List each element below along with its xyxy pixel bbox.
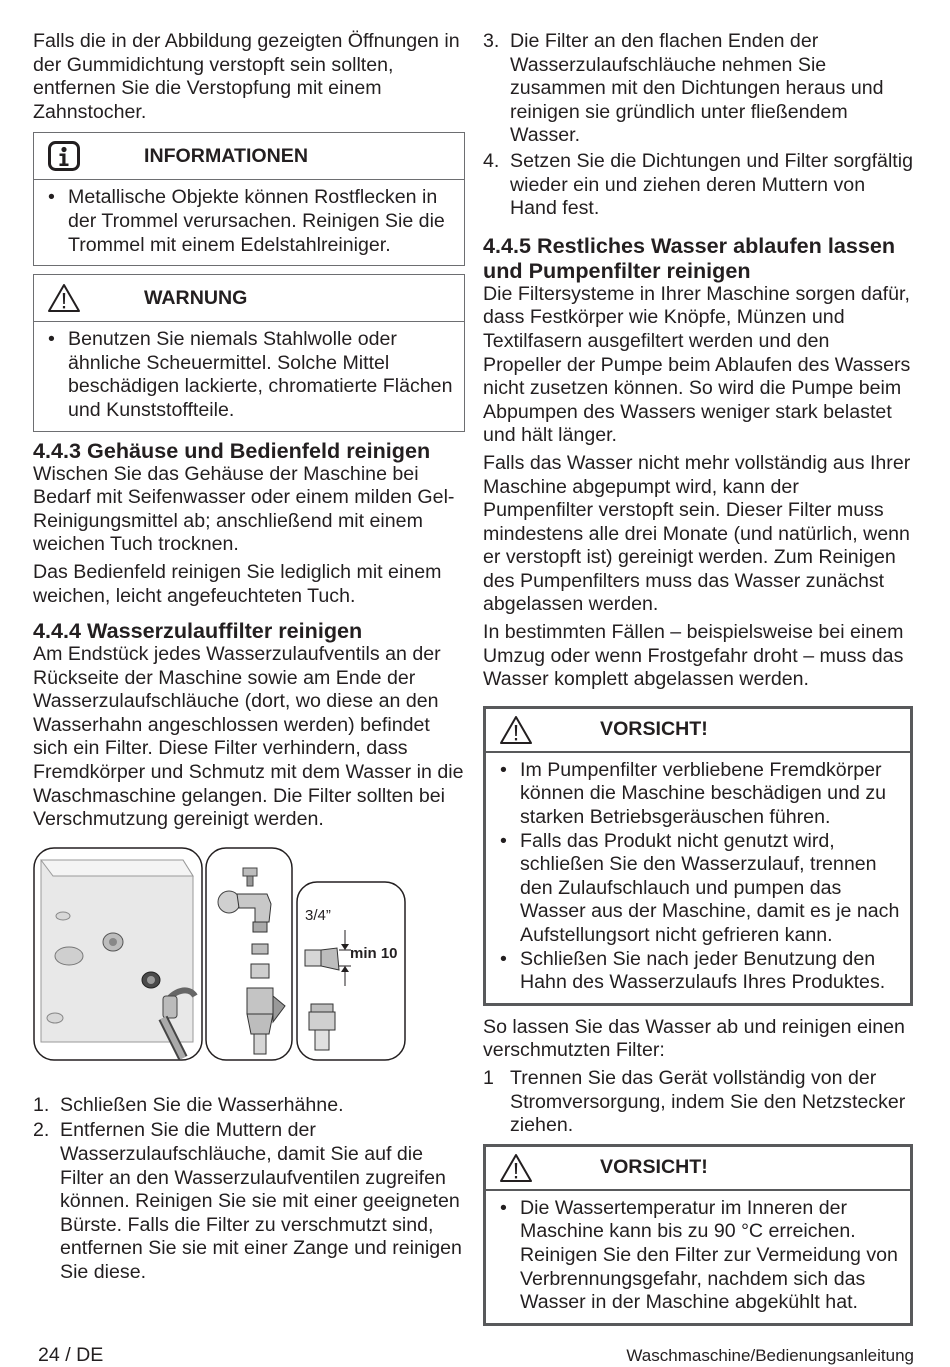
list-item: • Schließen Sie nach jeder Benutzung den Hahn des Wasserzulaufs Ihres Produktes.	[494, 948, 902, 995]
min-distance-label: min 10	[350, 944, 398, 962]
paragraph: Das Bedienfeld reinigen Sie lediglich mit einem weichen, leicht angefeuchteten Tuch.	[33, 560, 442, 607]
list-item: • Falls das Produkt nicht genutzt wird, schließen Sie den Wasserzulauf, trennen den Zulaufschlauch und pumpen das Wasser aus der Maschine, damit es je nach Aufstellungsort nicht gefrieren kann.	[494, 830, 902, 948]
intro-paragraph: Falls die in der Abbildung gezeigten Öffnungen in der Gummidichtung verstopft sein sollten, entfernen Sie die Verstopfung mit einem Zahnstocher.	[33, 30, 460, 123]
list-item: • Benutzen Sie niemals Stahlwolle oder ähnliche Scheuermittel. Solche Mittel beschädigen lackierte, chromatierte Flächen und Kunststoffteile.	[42, 328, 456, 422]
info-box-title: INFORMATIONEN	[144, 144, 308, 167]
list-item: 4. Setzen Sie die Dichtungen und Filter sorgfältig wieder ein und ziehen deren Muttern von Hand fest.	[483, 149, 913, 220]
warning-box-header	[34, 275, 464, 322]
warning-box-list	[34, 322, 464, 430]
list-item: • Die Wassertemperatur im Inneren der Maschine kann bis zu 90 °C erreichen. Reinigen Sie den Filter zur Vermeidung von Verbrennungsgefahr, nachdem sich das Wasser in der Maschine abgekühlt hat.	[494, 1197, 902, 1315]
info-box-header	[34, 133, 464, 180]
section-heading-443: 4.4.3 Gehäuse und Bedienfeld reinigen	[33, 437, 431, 463]
document-title: Waschmaschine/Bedienungsanleitung	[626, 1346, 914, 1365]
steps-list-right	[483, 30, 913, 221]
warning-icon	[486, 715, 546, 745]
paragraph: Die Filtersysteme in Ihrer Maschine sorgen dafür, dass Festkörper wie Knöpfe, Münzen und Textilfasern ausgefiltert werden und den Propeller der Pumpe beim Ablaufen des Wassers nicht zusetzen können. So wird die Pumpe beim Abpumpen des Wassers weniger stark belastet und hält länger.	[483, 282, 911, 447]
section-heading-444: 4.4.4 Wasserzulauffilter reinigen	[33, 618, 363, 644]
list-item: • Im Pumpenfilter verbliebene Fremdkörper können die Maschine beschädigen und zu starken Betriebsgeräuschen führen.	[494, 759, 902, 830]
caution-box-header	[486, 1147, 910, 1191]
info-box	[33, 132, 465, 266]
paragraph: Wischen Sie das Gehäuse der Maschine bei Bedarf mit Seifenwasser oder einem milden Gel-Reinigungsmittel ab; anschließend mit einem weichen Tuch trocknen.	[33, 462, 455, 556]
paragraph: In bestimmten Fällen – beispielsweise bei einem Umzug oder wenn Frostgefahr droht – muss das Wasser komplett abgelassen werden.	[483, 621, 904, 691]
caution-box-title: VORSICHT!	[600, 718, 708, 741]
drain-steps-list	[483, 1067, 913, 1138]
list-item: 1. Schließen Sie die Wasserhähne.	[33, 1093, 344, 1116]
warning-icon	[34, 283, 94, 313]
paragraph: So lassen Sie das Wasser ab und reinigen einen verschmutzten Filter:	[483, 1015, 905, 1062]
filter-illustration	[33, 846, 407, 1064]
list-item: 3. Die Filter an den flachen Enden der Wasserzulaufschläuche nehmen Sie zusammen mit den Dichtungen heraus und reinigen sie gründlich unter fließendem Wasser.	[483, 30, 884, 147]
caution-box-title: VORSICHT!	[600, 1156, 708, 1179]
machine-back-illustration	[34, 848, 202, 1060]
right-column	[483, 30, 913, 1332]
page-number: 24 / DE	[38, 1344, 104, 1366]
list-item: 1 Trennen Sie das Gerät vollständig von der Stromversorgung, indem Sie den Netzstecker ziehen.	[483, 1066, 906, 1137]
caution-box	[483, 1144, 913, 1326]
left-column	[33, 30, 465, 1289]
list-item: • Metallische Objekte können Rostflecken in der Trommel verursachen. Reinigen Sie die Trommel mit einem Edelstahlreiniger.	[42, 186, 456, 257]
caution-box-list	[486, 1191, 910, 1323]
warning-icon	[486, 1153, 546, 1183]
paragraph: Falls das Wasser nicht mehr vollständig aus Ihrer Maschine abgepumpt wird, kann der Pumpenfilter verstopft sein. Dieser Filter muss mindestens alle drei Monate (und natürlich, wenn er verstopft ist) gereinigt werden. Zum Reinigen des Pumpenfilters muss das Wasser zunächst abgelassen werden.	[483, 451, 911, 616]
list-item: 2. Entfernen Sie die Muttern der Wasserzulaufschläuche, damit Sie auf die Filter an den Wasserzulaufventilen zugreifen können. Reinigen Sie sie mit einer geeigneten Bürste. Falls die Filter zu verschmutzt sind, entfernen Sie sie mit einer Zange und reinigen Sie diese.	[33, 1119, 462, 1283]
steps-list-left	[33, 1094, 465, 1285]
caution-box-list	[486, 753, 910, 1003]
paragraph: Am Endstück jedes Wasserzulaufventils an der Rückseite der Maschine sowie am Ende der Wasserzulaufschläuche (dort, wo diese an den Wasserhahn angeschlossen werden) befindet sich ein Filter. Diese Filter verhindern, dass Fremdkörper und Schmutz mit dem Wasser in die Waschmaschine gelangen. Die Filter sollten bei Verschmutzung gereinigt werden.	[33, 643, 464, 831]
section-heading-445: 4.4.5 Restliches Wasser ablaufen lassen und Pumpenfilter reinigen	[483, 232, 896, 283]
info-box-list	[34, 180, 464, 265]
warning-box-title: WARNUNG	[144, 286, 248, 309]
caution-box	[483, 706, 913, 1006]
thread-size-label: 3/4”	[305, 906, 331, 924]
warning-box	[33, 274, 465, 431]
info-icon	[34, 141, 94, 171]
caution-box-header	[486, 709, 910, 753]
tap-illustration	[206, 848, 292, 1060]
